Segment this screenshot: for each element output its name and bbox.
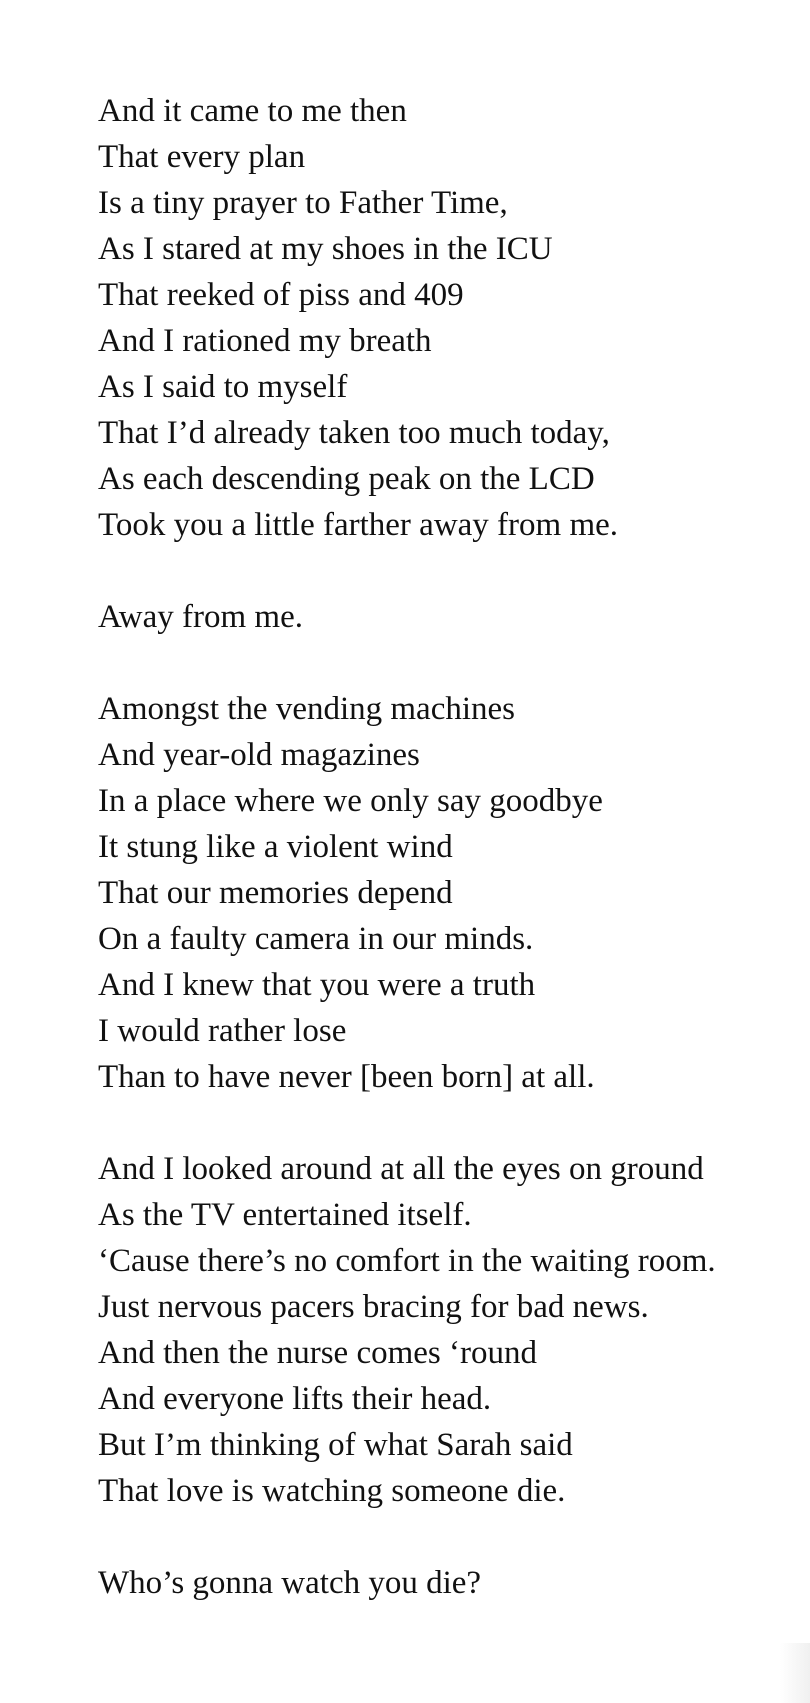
stanza-4 [98, 1146, 798, 1514]
poem-line: And I rationed my breath [98, 323, 432, 359]
poem-line: As I stared at my shoes in the ICU [98, 231, 553, 267]
poem-line: And I knew that you were a truth [98, 967, 536, 1003]
poem-line: Who’s gonna watch you die? [98, 1565, 482, 1601]
poem-line: That every plan [98, 139, 306, 175]
stanza-1 [98, 88, 798, 548]
stanza-2 [98, 594, 798, 640]
poem-line: And year-old magazines [98, 737, 420, 773]
stanza-5 [98, 1560, 798, 1606]
poem-body [98, 88, 798, 1606]
poem-line: On a faulty camera in our minds. [98, 921, 534, 957]
poem-line: And I looked around at all the eyes on ground [98, 1151, 704, 1187]
poem-line: And it came to me then [98, 93, 407, 129]
poem-line: Amongst the vending machines [98, 691, 516, 727]
poem-line: As each descending peak on the LCD [98, 461, 595, 497]
poem-line: That I’d already taken too much today, [98, 415, 610, 451]
poem-line: Than to have never [been born] at all. [98, 1059, 595, 1095]
poem-line: And everyone lifts their head. [98, 1381, 492, 1417]
poem-line: But I’m thinking of what Sarah said [98, 1427, 573, 1463]
poem-line: Is a tiny prayer to Father Time, [98, 185, 508, 221]
poem-line: As the TV entertained itself. [98, 1197, 472, 1233]
stanza-3 [98, 686, 798, 1100]
poem-line: That reeked of piss and 409 [98, 277, 464, 313]
poem-line: ‘Cause there’s no comfort in the waiting room. [98, 1243, 716, 1279]
poem-line: It stung like a violent wind [98, 829, 453, 865]
poem-line: Took you a little farther away from me. [98, 507, 619, 543]
poem-line: I would rather lose [98, 1013, 347, 1049]
poem-line: That love is watching someone die. [98, 1473, 566, 1509]
poem-line: Away from me. [98, 599, 303, 635]
poem-line: And then the nurse comes ‘round [98, 1335, 537, 1371]
poem-line: As I said to myself [98, 369, 348, 405]
poem-line: In a place where we only say goodbye [98, 783, 603, 819]
poem-line: Just nervous pacers bracing for bad news. [98, 1289, 649, 1325]
page-corner-shadow [780, 1643, 810, 1703]
poem-line: That our memories depend [98, 875, 453, 911]
